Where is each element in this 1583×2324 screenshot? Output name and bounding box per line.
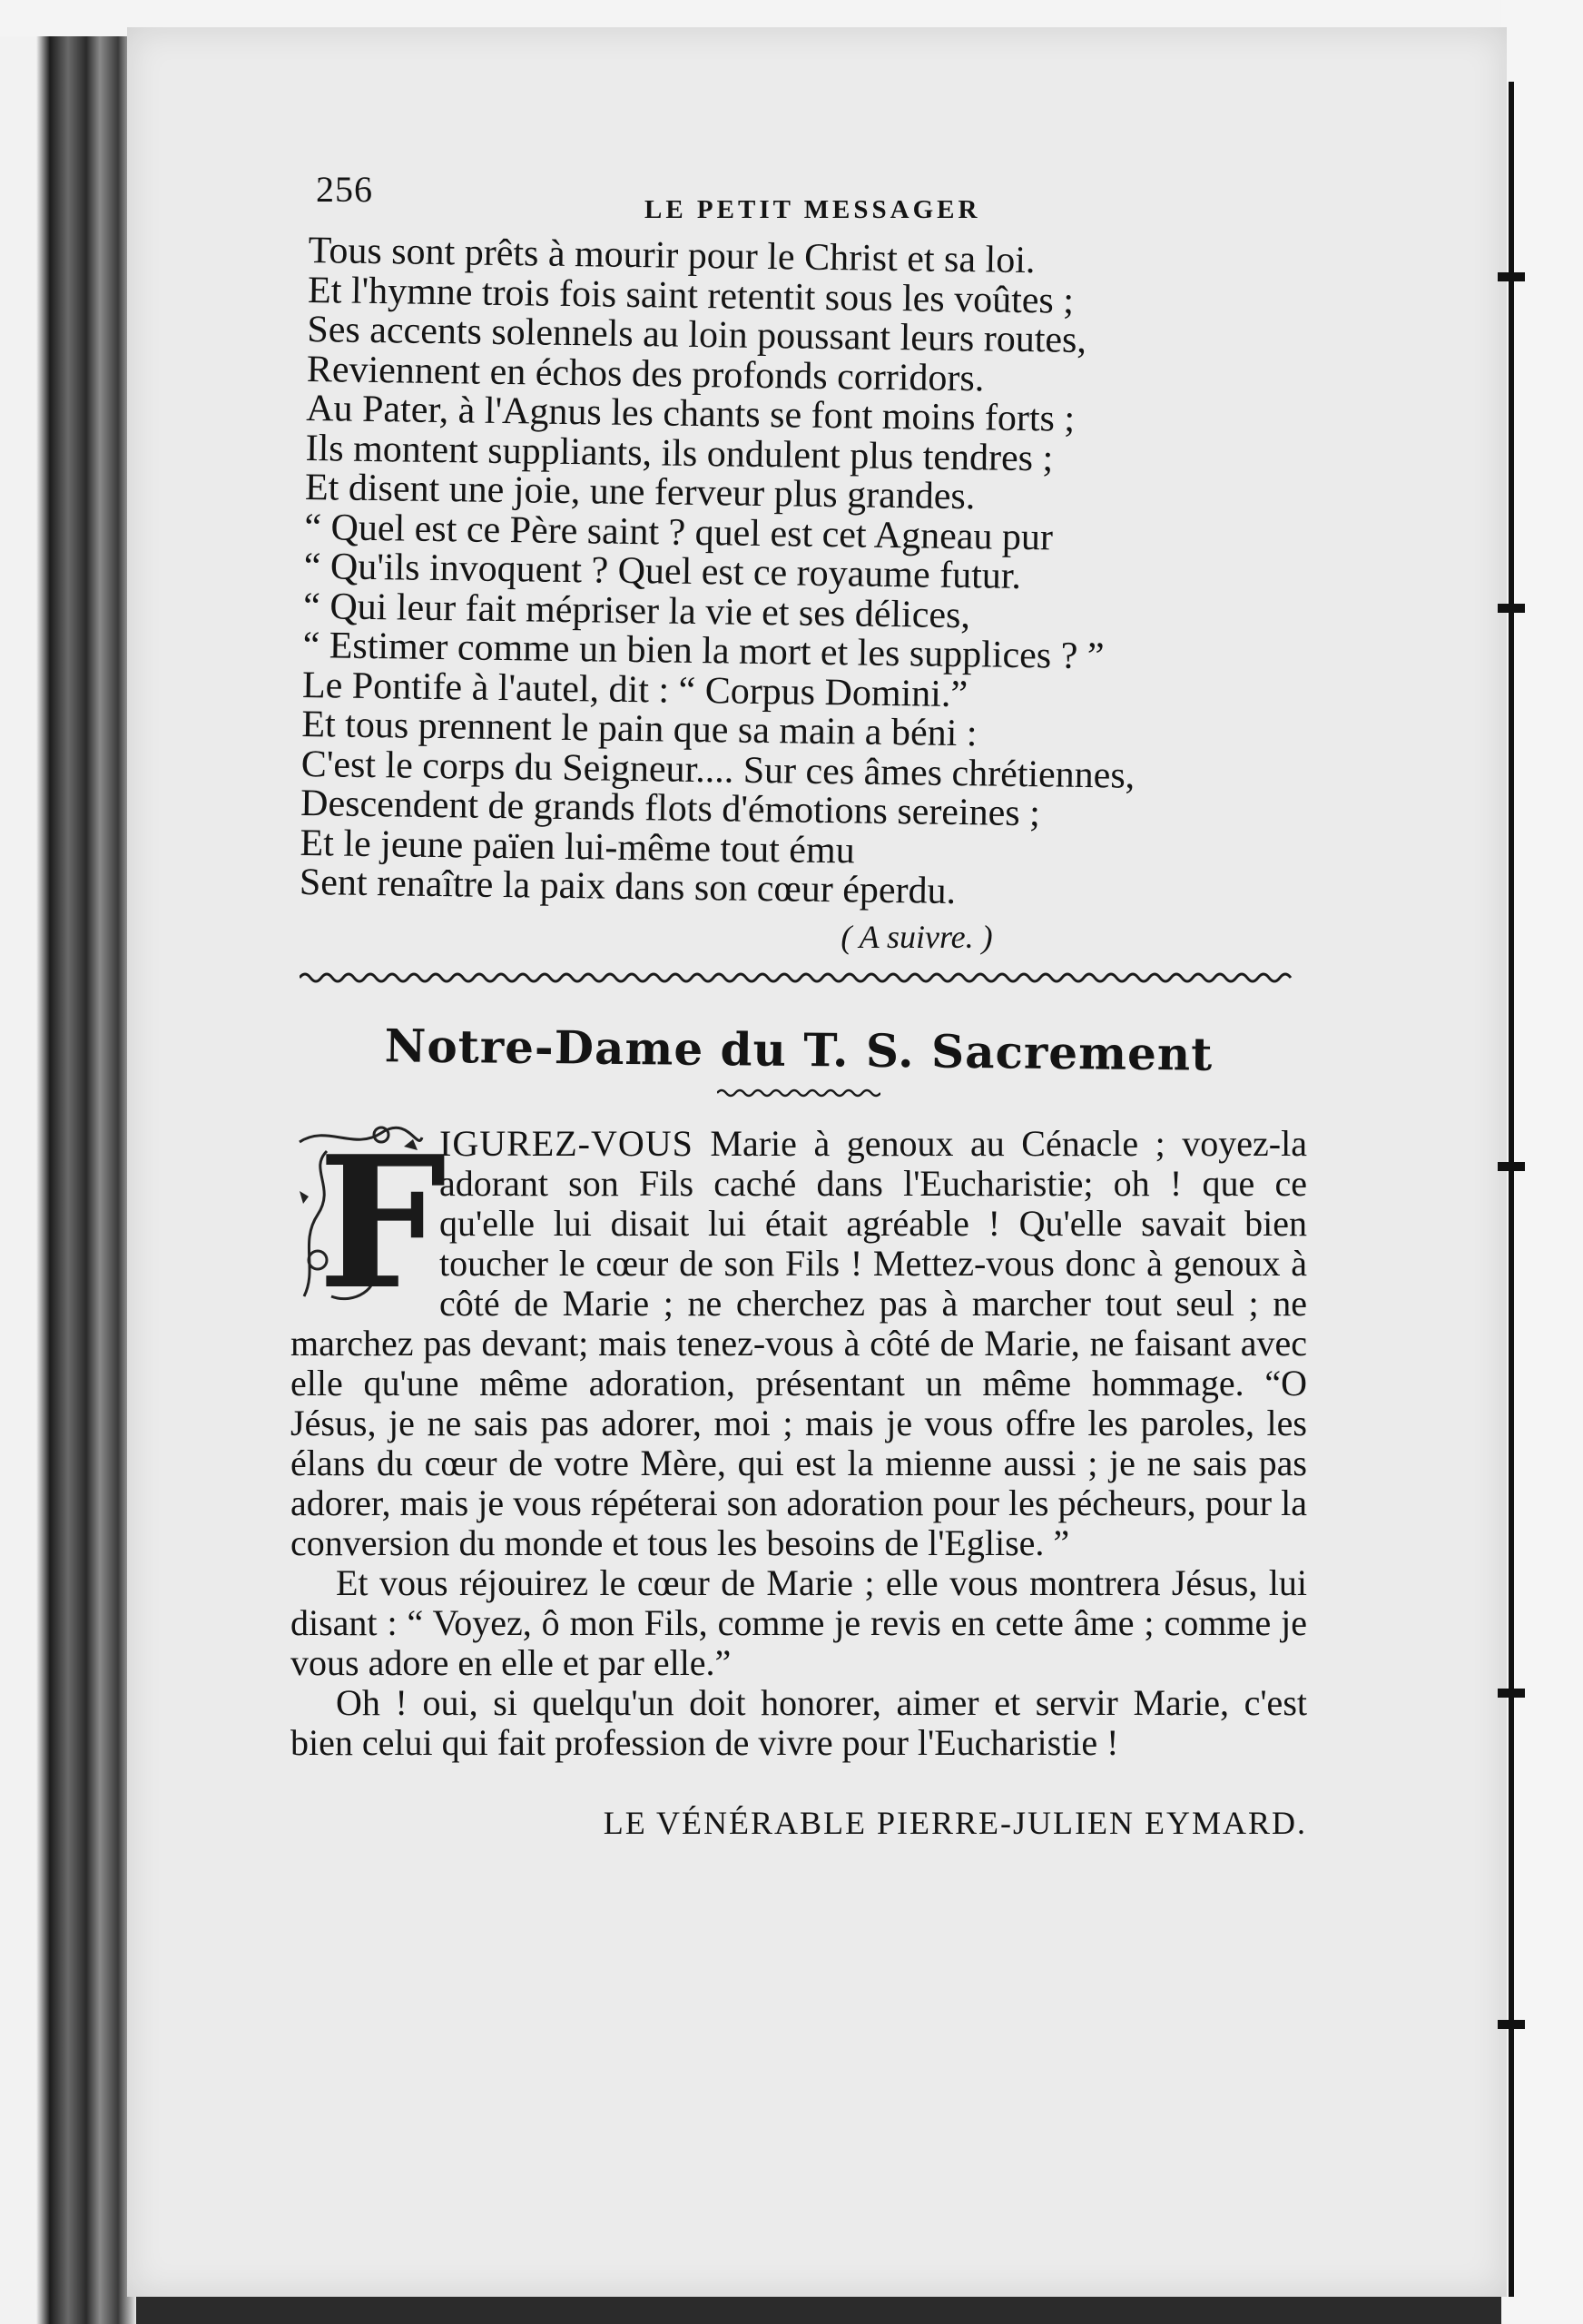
to-be-continued: ( A suivre. ) [841, 918, 993, 955]
binding-stitch [1498, 1162, 1525, 1171]
paragraph [290, 1683, 1307, 1763]
poem-line: Reviennent en échos des profonds corridors. [306, 348, 985, 399]
paragraph-text: Marie à genoux au Cénacle ; voyez-la adorant son Fils caché dans l'Eucharistie; oh ! que ce qu'elle lui disait lui était agréable ! Qu'elle savait bien toucher le cœur de son Fils ! Mettez-vous donc à genoux à côté de Marie ; ne cherchez pas à marcher tout seul ; ne marchez pas devant; mais tenez-vous à côté de Marie, ne faisant avec elle qu'une même adoration, présentant un même hommage. “O Jésus, je ne sais pas adorer, moi ; mais je vous offre les paroles, les élans du cœur de votre Mère, qui est la mienne aussi ; je ne sais pas adorer, mais je vous répéterai son adoration pour les pécheurs, pour la conversion du monde et tous les besoins de l'Eglise. ” [290, 1122, 1307, 1563]
wavy-divider [300, 969, 1298, 987]
poem-line: “ Estimer comme un bien la mort et les supplices ? ” [302, 624, 1105, 678]
binding-stitch [1498, 604, 1525, 613]
poem-line: Et disent une joie, une ferveur plus grandes. [304, 466, 976, 518]
poem-line: Ses accents solennels au loin poussant leurs routes, [307, 308, 1087, 361]
poem-line: “ Qui leur fait mépriser la vie et ses délices, [302, 585, 971, 636]
drop-cap-letter: F [318, 1116, 447, 1330]
paragraph-text: Oh ! oui, si quelqu'un doit honorer, aimer et servir Marie, c'est bien celui qui fait profession de vivre pour l'Eucharistie ! [290, 1681, 1307, 1763]
poem-line: Descendent de grands flots d'émotions sereines ; [300, 782, 1041, 835]
book-edge [0, 0, 136, 2324]
binding-stitch [1498, 272, 1525, 281]
poem-line: Sent renaître la paix dans son cœur éperdu. [299, 861, 957, 913]
poem-line: Et l'hymne trois fois saint retentit sous les voûtes ; [307, 269, 1075, 322]
poem-line: Le Pontife à l'autel, dit : “ Corpus Domini.” [301, 664, 968, 715]
article-body [290, 1116, 1307, 1843]
paragraph-text: Et vous réjouirez le cœur de Marie ; elle vous montrera Jésus, lui disant : “ Voyez, ô mon Fils, comme je revis en cette âme ; comme je vous adore en elle et par elle.” [290, 1561, 1307, 1683]
page-content [290, 159, 1307, 1843]
binding-stitch [1498, 1689, 1525, 1698]
poem-line: Ils montent suppliants, ils ondulent plus tendres ; [305, 427, 1054, 479]
ornamental-drop-cap [290, 1116, 447, 1330]
poem-line: Et le jeune païen lui-même tout ému [300, 822, 855, 872]
poem-line: Et tous prennent le pain que sa main a béni : [301, 703, 978, 755]
title-ornament [717, 1086, 880, 1100]
author-signature: LE VÉNÉRABLE PIERRE-JULIEN EYMARD. [603, 1804, 1307, 1841]
poem-line: Au Pater, à l'Agnus les chants se font moins forts ; [305, 387, 1076, 440]
poem-line: “ Quel est ce Père saint ? quel est cet Agneau pur [304, 506, 1054, 558]
poem-line: “ Qu'ils invoquent ? Quel est ce royaume futur. [303, 545, 1022, 597]
page-number: 256 [316, 169, 373, 210]
poem-line: C'est le corps du Seigneur.... Sur ces âmes chrétiennes, [300, 743, 1136, 797]
poem-line: Tous sont prêts à mourir pour le Christ et sa loi. [308, 230, 1036, 282]
paragraph [290, 1563, 1307, 1683]
poem [300, 231, 1307, 917]
paragraph-lead-word: IGUREZ-VOUS [439, 1122, 693, 1164]
binding-thread [1509, 82, 1514, 2297]
running-head [290, 159, 1307, 231]
article-title: Notre-Dame du T. S. Sacrement [384, 1018, 1214, 1081]
binding-stitch [1498, 2020, 1525, 2029]
journal-title: LE PETIT MESSAGER [644, 195, 981, 224]
